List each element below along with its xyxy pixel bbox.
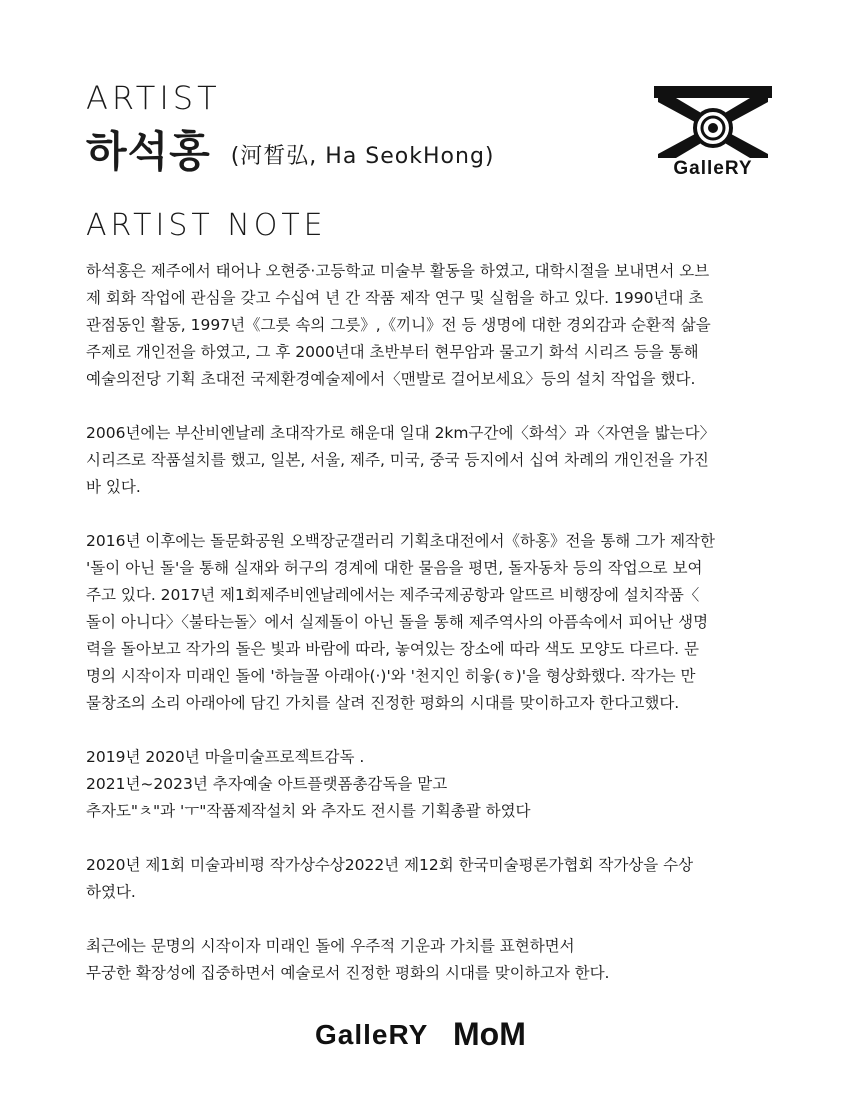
note-paragraph	[86, 933, 776, 987]
note-line: 력을 돌아보고 작가의 돌은 빛과 바람에 따라, 놓여있는 장소에 따라 색도 모양도 다르다. 문	[86, 640, 699, 658]
note-line: 2020년 제1회 미술과비평 작가상수상2022년 제12회 한국미술평론가협회 작가상을 수상	[86, 856, 694, 874]
note-line: 제 회화 작업에 관심을 갖고 수십여 년 간 작품 제작 연구 및 실험을 하고 있다. 1990년대 초	[86, 289, 704, 307]
artist-name: 하석홍	[86, 127, 211, 176]
note-paragraph	[86, 528, 776, 717]
artist-name-row	[86, 126, 495, 178]
gallery-logo	[650, 82, 776, 178]
note-line: 하석홍은 제주에서 태어나 오현중·고등학교 미술부 활동을 하였고, 대학시절을 보내면서 오브	[86, 262, 710, 280]
note-line: 돌이 아니다〉〈불타는돌〉에서 실제돌이 아닌 돌을 통해 제주역사의 아픔속에서 피어난 생명	[86, 613, 709, 631]
note-line: 하였다.	[86, 883, 136, 901]
note-paragraph	[86, 258, 776, 393]
note-line: 관점동인 활동, 1997년《그릇 속의 그릇》,《끼니》전 등 생명에 대한 경외감과 순환적 삶을	[86, 316, 711, 334]
gallery-mom-logo	[315, 1012, 547, 1054]
note-line: 2006년에는 부산비엔날레 초대작가로 해운대 일대 2km구간에〈화석〉과〈자연을 밟는다〉	[86, 424, 716, 442]
note-line: 2016년 이후에는 돌문화공원 오백장군갤러리 기획초대전에서《하홍》전을 통해 그가 제작한	[86, 532, 715, 550]
note-line: 추자도"ㅊ"과 'ㅜ"작품제작설치 와 추자도 전시를 기획총괄 하였다	[86, 802, 531, 820]
note-line: '돌이 아닌 돌'을 통해 실재와 허구의 경계에 대한 물음을 평면, 돌자동차 등의 작업으로 보여	[86, 559, 703, 577]
note-line: 주고 있다. 2017년 제1회제주비엔날레에서는 제주국제공항과 알뜨르 비행장에 설치작품〈	[86, 586, 700, 604]
artist-label: ARTIST	[86, 79, 221, 117]
note-paragraph	[86, 852, 776, 906]
artist-note-heading: ARTIST NOTE	[86, 208, 327, 243]
note-line: 2019년 2020년 마을미술프로젝트감독 .	[86, 748, 365, 766]
artist-note-body	[86, 258, 776, 1014]
svg-text:GalleRY: GalleRY	[315, 1019, 429, 1050]
note-paragraph	[86, 420, 776, 501]
note-line: 바 있다.	[86, 478, 141, 496]
note-line: 무궁한 확장성에 집중하면서 예술로서 진정한 평화의 시대를 맞이하고자 한다.	[86, 964, 610, 982]
artist-alias: (河晳弘, Ha SeokHong)	[230, 144, 495, 169]
note-line: 시리즈로 작품설치를 했고, 일본, 서울, 제주, 미국, 중국 등지에서 십여 차례의 개인전을 가진	[86, 451, 709, 469]
note-paragraph	[86, 744, 776, 825]
svg-text:MoM: MoM	[453, 1016, 526, 1052]
note-line: 최근에는 문명의 시작이자 미래인 돌에 우주적 기운과 가치를 표현하면서	[86, 937, 575, 955]
note-line: 주제로 개인전을 하였고, 그 후 2000년대 초반부터 현무암과 물고기 화석 시리즈 등을 통해	[86, 343, 699, 361]
note-line: 예술의전당 기획 초대전 국제환경예술제에서〈맨발로 걸어보세요〉등의 설치 작업을 했다.	[86, 370, 696, 388]
note-line: 물창조의 소리 아래아에 담긴 가치를 살려 진정한 평화의 시대를 맞이하고자 한다고했다.	[86, 694, 680, 712]
note-line: 명의 시작이자 미래인 돌에 '하늘꼴 아래아(·)'와 '천지인 히읗(ㅎ)'을 형상화했다. 작가는 만	[86, 667, 696, 685]
note-line: 2021년~2023년 추자예술 아트플랫폼총감독을 맡고	[86, 775, 448, 793]
svg-text:GalleRY: GalleRY	[673, 158, 753, 178]
